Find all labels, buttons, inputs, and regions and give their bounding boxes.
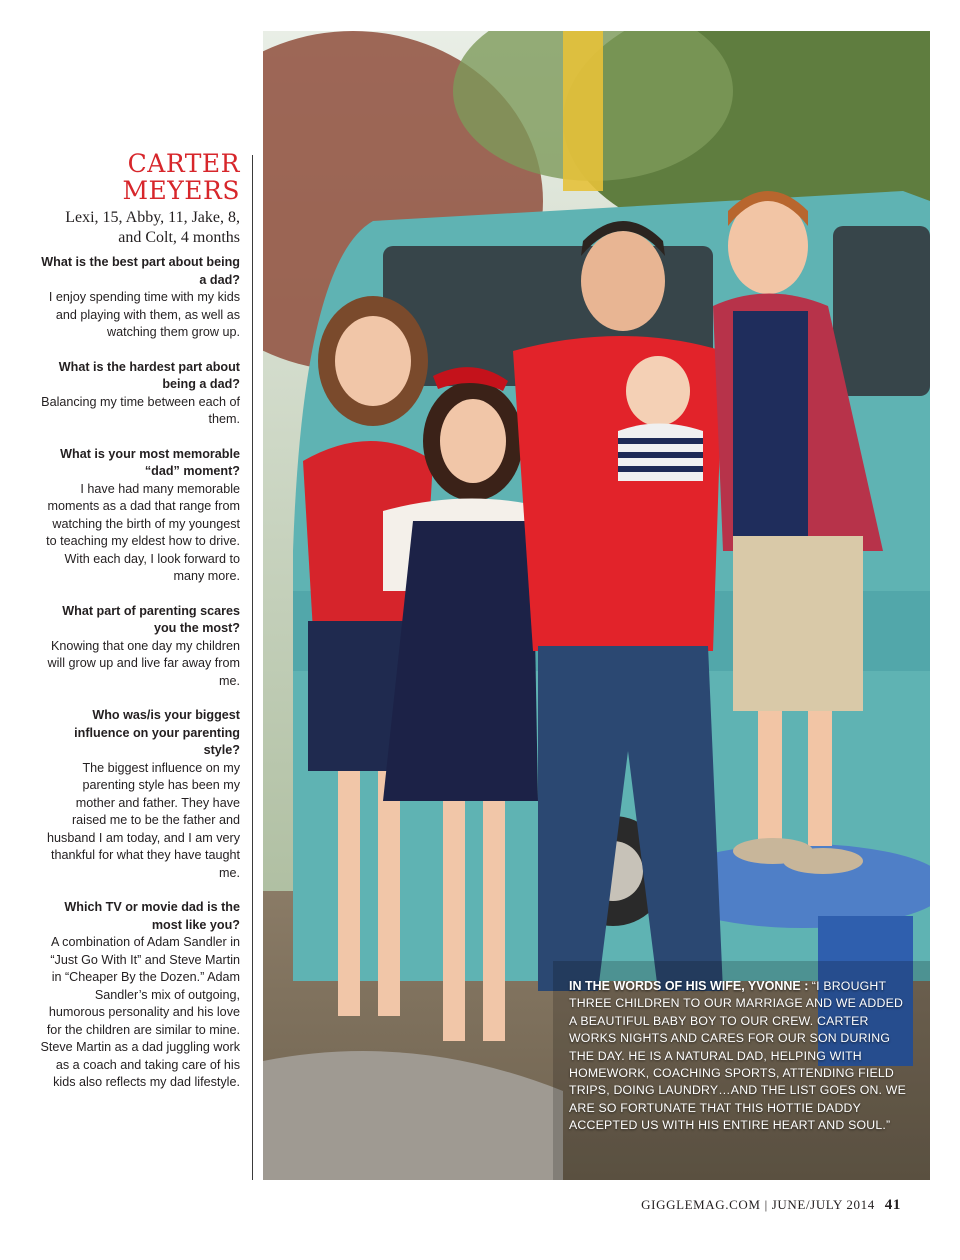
footer-separator: | [764,1197,768,1212]
qa-item [40,254,240,342]
qa-item [40,359,240,429]
qa-question: What is the best part about being a dad? [41,255,240,287]
qa-item [40,603,240,691]
qa-answer: I enjoy spending time with my kids and playing with them, as well as watching them grow up. [48,290,240,339]
qa-item [40,899,240,1092]
caption-quote: “I BROUGHT THREE CHILDREN TO OUR MARRIAGE AND WE ADDED A BEAUTIFUL BABY BOY TO OUR CREW. CARTER WORKS NIGHTS AND CARES FOR OUR SON DURING THE DAY. HE IS A NATURAL DAD, HELPING WITH HOMEWORK, COACHING SPORTS, ATTENDING FIELD TRIPS, DOING LAUNDRY…AND THE LIST GOES ON. WE ARE SO FORTUNATE THAT THIS HOTTIE DADDY ACCEPTED US WITH HIS ENTIRE HEART AND SOUL.” [569,979,906,1133]
qa-question: What is your most memorable “dad” moment? [60,446,240,478]
wife-quote-caption [569,978,909,1135]
qa-item [40,707,240,882]
father-first-name: CARTER [127,149,240,178]
page-footer [641,1197,901,1214]
qa-question: Which TV or movie dad is the most like you? [64,900,240,932]
qa-question: Who was/is your biggest influence on your parenting style? [74,708,240,757]
children-list: Lexi, 15, Abby, 11, Jake, 8, and Colt, 4 months [65,209,240,246]
qa-question: What is the hardest part about being a dad? [58,359,240,391]
footer-site: GIGGLEMAG.COM [641,1197,761,1212]
qa-answer: Balancing my time between each of them. [41,394,240,426]
profile-sidebar [40,150,240,1109]
footer-issue: JUNE/JULY 2014 [771,1197,875,1212]
father-last-name: MEYERS [122,176,240,205]
qa-answer: The biggest influence on my parenting style has been my mother and father. They have raised me to be the father and husband I am today, and I am very thankful for what they have taught me. [47,760,240,880]
column-divider [252,155,253,1180]
qa-answer: I have had many memorable moments as a dad that range from watching the birth of my youngest to teaching my eldest how to drive. With each day, I look forward to many more. [46,481,240,583]
qa-item [40,446,240,586]
qa-answer: Knowing that one day my children will grow up and live far away from me. [47,638,240,688]
page-number: 41 [884,1197,901,1213]
caption-lead: IN THE WORDS OF HIS WIFE, YVONNE : [569,979,809,993]
qa-answer: A combination of Adam Sandler in “Just Go With It” and Steve Martin in “Cheaper By the Dozen.” Adam Sandler’s mix of outgoing, humorous personality and his love for the children are similar to mine. Steve Martin as a dad juggling work as a coach and taking care of his kids also reflects my dad lifestyle. [40,935,240,1089]
qa-question: What part of parenting scares you the most? [62,603,240,635]
